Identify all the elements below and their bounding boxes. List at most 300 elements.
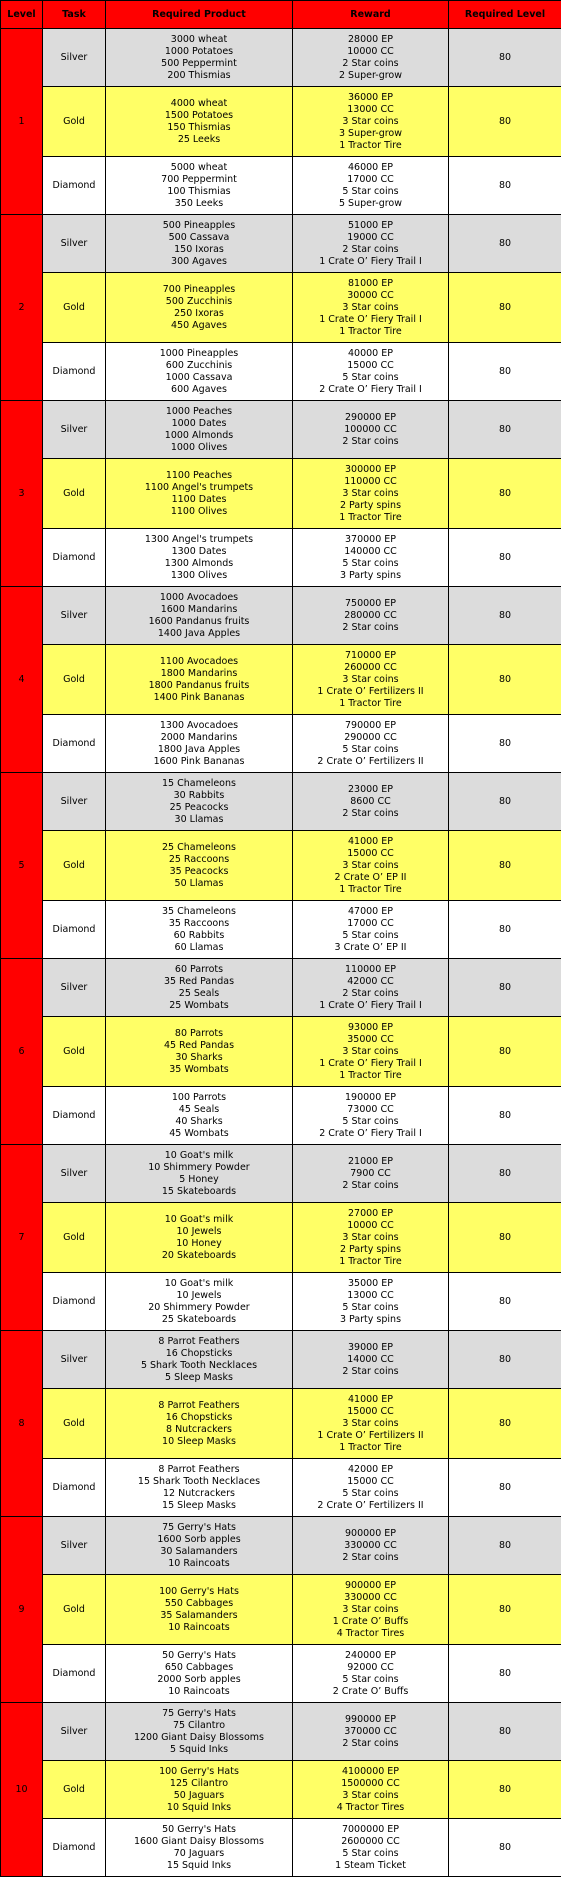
required-level-cell: 80: [449, 831, 561, 901]
reward-line: 2 Party spins: [339, 1243, 402, 1255]
reward-line: 2 Crate O’ Fertilizers II: [317, 755, 424, 767]
product-line: 1300 Almonds: [164, 557, 234, 569]
product-line: 35 Wombats: [169, 1063, 229, 1075]
table-row: [1, 1331, 561, 1389]
product-line: 1800 Mandarins: [160, 667, 238, 679]
reward-line: 4 Tractor Tires: [336, 1627, 405, 1639]
reward-line: 1 Crate O’ Fiery Trail I: [319, 999, 422, 1011]
reward-line: 3 Star coins: [342, 1417, 399, 1429]
product-line: 1400 Java Apples: [157, 627, 241, 639]
product-line: 1300 Angel's trumpets: [144, 533, 254, 545]
reward-cell: [293, 29, 449, 87]
task-cell: Gold: [43, 87, 106, 157]
reward-line: 15000 CC: [347, 1405, 394, 1417]
product-line: 10 Shimmery Powder: [148, 1161, 250, 1173]
product-line: 500 Zucchinis: [165, 295, 233, 307]
reward-line: 790000 EP: [344, 719, 397, 731]
product-line: 500 Cassava: [168, 231, 230, 243]
reward-line: 110000 CC: [344, 475, 397, 487]
reward-line: 5 Star coins: [342, 1847, 399, 1859]
product-line: 100 Thismias: [167, 185, 231, 197]
reward-line: 710000 EP: [344, 649, 397, 661]
reward-line: 2 Star coins: [342, 621, 399, 633]
reward-line: 1 Tractor Tire: [339, 139, 402, 151]
reward-line: 5 Super-grow: [338, 197, 403, 209]
required-product-cell: [106, 1703, 293, 1761]
reward-line: 3 Party spins: [339, 1313, 402, 1325]
required-level-cell: 80: [449, 773, 561, 831]
reward-line: 1 Tractor Tire: [339, 511, 402, 523]
reward-line: 17000 CC: [347, 917, 394, 929]
reward-line: 330000 CC: [344, 1539, 397, 1551]
product-line: 1000 Pineapples: [159, 347, 239, 359]
task-cell: Silver: [43, 1331, 106, 1389]
reward-line: 13000 CC: [347, 1289, 394, 1301]
required-product-cell: [106, 831, 293, 901]
required-level-cell: 80: [449, 157, 561, 215]
product-line: 100 Parrots: [171, 1091, 227, 1103]
table-row: [1, 29, 561, 87]
table-row: [1, 401, 561, 459]
reward-line: 5 Star coins: [342, 185, 399, 197]
reward-line: 1 Crate O’ Fiery Trail I: [319, 1057, 422, 1069]
table-row: [1, 1517, 561, 1575]
product-line: 60 Rabbits: [173, 929, 225, 941]
reward-line: 370000 EP: [344, 533, 397, 545]
reward-line: 1 Crate O’ Fiery Trail I: [319, 255, 422, 267]
reward-cell: [293, 645, 449, 715]
task-cell: Diamond: [43, 715, 106, 773]
reward-cell: [293, 1087, 449, 1145]
required-product-cell: [106, 401, 293, 459]
required-level-cell: 80: [449, 1459, 561, 1517]
reward-line: 1 Tractor Tire: [339, 325, 402, 337]
required-level-cell: 80: [449, 1087, 561, 1145]
reward-cell: [293, 1459, 449, 1517]
reward-line: 1 Crate O’ Buffs: [332, 1615, 409, 1627]
product-line: 600 Zucchinis: [165, 359, 233, 371]
product-line: 450 Agaves: [171, 319, 227, 331]
required-product-cell: [106, 1389, 293, 1459]
product-line: 5 Shark Tooth Necklaces: [140, 1359, 258, 1371]
reward-line: 17000 CC: [347, 173, 394, 185]
reward-cell: [293, 1145, 449, 1203]
product-line: 1200 Giant Daisy Blossoms: [133, 1731, 265, 1743]
reward-line: 3 Star coins: [342, 1045, 399, 1057]
reward-line: 3 Star coins: [342, 1231, 399, 1243]
table-row: [1, 1645, 561, 1703]
product-line: 100 Gerry's Hats: [159, 1765, 239, 1777]
required-product-cell: [106, 1203, 293, 1273]
required-level-cell: 80: [449, 1761, 561, 1819]
task-cell: Silver: [43, 29, 106, 87]
task-cell: Gold: [43, 645, 106, 715]
required-level-cell: 80: [449, 1145, 561, 1203]
required-level-cell: 80: [449, 459, 561, 529]
product-line: 16 Chopsticks: [165, 1347, 233, 1359]
product-line: 15 Sleep Masks: [162, 1499, 236, 1511]
product-line: 1100 Dates: [171, 493, 227, 505]
reward-line: 330000 CC: [344, 1591, 397, 1603]
product-line: 1000 Olives: [170, 441, 228, 453]
required-product-cell: [106, 1517, 293, 1575]
task-cell: Diamond: [43, 529, 106, 587]
reward-line: 7000000 EP: [341, 1823, 400, 1835]
product-line: 500 Peppermint: [161, 57, 237, 69]
product-line: 10 Jewels: [176, 1225, 222, 1237]
task-cell: Gold: [43, 1017, 106, 1087]
product-line: 700 Peppermint: [161, 173, 237, 185]
required-level-cell: 80: [449, 1331, 561, 1389]
reward-line: 1 Tractor Tire: [339, 697, 402, 709]
required-product-cell: [106, 1273, 293, 1331]
level-cell: 3: [1, 401, 43, 587]
product-line: 5 Sleep Masks: [165, 1371, 233, 1383]
table-row: [1, 1017, 561, 1087]
product-line: 5 Honey: [179, 1173, 219, 1185]
reward-line: 15000 CC: [347, 847, 394, 859]
reward-line: 260000 CC: [344, 661, 397, 673]
task-cell: Diamond: [43, 1645, 106, 1703]
table-row: [1, 1087, 561, 1145]
required-level-cell: 80: [449, 1203, 561, 1273]
reward-line: 8600 CC: [350, 795, 391, 807]
reward-cell: [293, 459, 449, 529]
reward-line: 3 Party spins: [339, 569, 402, 581]
required-product-cell: [106, 1331, 293, 1389]
reward-line: 290000 EP: [344, 411, 397, 423]
reward-line: 3 Super-grow: [338, 127, 403, 139]
product-line: 75 Gerry's Hats: [162, 1707, 236, 1719]
reward-line: 2 Star coins: [342, 1365, 399, 1377]
required-level-cell: 80: [449, 901, 561, 959]
task-cell: Silver: [43, 773, 106, 831]
required-level-cell: 80: [449, 273, 561, 343]
table-row: [1, 773, 561, 831]
reward-line: 1 Tractor Tire: [339, 1441, 402, 1453]
product-line: 300 Agaves: [171, 255, 227, 267]
product-line: 35 Red Pandas: [163, 975, 235, 987]
reward-cell: [293, 529, 449, 587]
product-line: 1100 Olives: [170, 505, 228, 517]
table-row: [1, 831, 561, 901]
reward-line: 240000 EP: [344, 1649, 397, 1661]
reward-line: 41000 EP: [348, 1393, 393, 1405]
reward-cell: [293, 157, 449, 215]
product-line: 80 Parrots: [174, 1027, 224, 1039]
reward-line: 2 Crate O’ Fertilizers II: [317, 1499, 424, 1511]
required-product-cell: [106, 645, 293, 715]
product-line: 50 Llamas: [174, 877, 224, 889]
product-line: 35 Salamanders: [160, 1609, 238, 1621]
product-line: 50 Gerry's Hats: [162, 1823, 236, 1835]
required-level-cell: 80: [449, 1273, 561, 1331]
reward-cell: [293, 1203, 449, 1273]
required-product-cell: [106, 1459, 293, 1517]
reward-line: 27000 EP: [348, 1207, 393, 1219]
table-row: [1, 343, 561, 401]
product-line: 45 Red Pandas: [163, 1039, 235, 1051]
table-row: [1, 959, 561, 1017]
required-product-cell: [106, 959, 293, 1017]
product-line: 550 Cabbages: [164, 1597, 234, 1609]
product-line: 10 Raincoats: [168, 1557, 230, 1569]
reward-line: 1 Steam Ticket: [335, 1859, 406, 1871]
product-line: 20 Shimmery Powder: [148, 1301, 250, 1313]
required-product-cell: [106, 901, 293, 959]
reward-cell: [293, 343, 449, 401]
reward-line: 2 Star coins: [342, 987, 399, 999]
reward-line: 5 Star coins: [342, 371, 399, 383]
product-line: 70 Jaguars: [173, 1847, 225, 1859]
reward-line: 1 Crate O’ Fertilizers II: [317, 685, 424, 697]
product-line: 10 Squid Inks: [166, 1801, 232, 1813]
required-product-cell: [106, 87, 293, 157]
product-line: 45 Wombats: [169, 1127, 229, 1139]
level-cell: 6: [1, 959, 43, 1145]
reward-line: 92000 CC: [347, 1661, 394, 1673]
product-line: 8 Parrot Feathers: [158, 1463, 240, 1475]
product-line: 4000 wheat: [170, 97, 228, 109]
product-line: 25 Wombats: [169, 999, 229, 1011]
reward-line: 2 Star coins: [342, 57, 399, 69]
reward-line: 10000 CC: [347, 1219, 394, 1231]
required-product-cell: [106, 529, 293, 587]
required-level-cell: 80: [449, 1517, 561, 1575]
reward-line: 3 Star coins: [342, 673, 399, 685]
product-line: 25 Raccoons: [168, 853, 230, 865]
required-product-cell: [106, 459, 293, 529]
required-level-cell: 80: [449, 1645, 561, 1703]
task-cell: Diamond: [43, 1459, 106, 1517]
table-row: [1, 587, 561, 645]
required-level-cell: 80: [449, 401, 561, 459]
reward-cell: [293, 1331, 449, 1389]
product-line: 40 Sharks: [175, 1115, 223, 1127]
reward-line: 2 Crate O’ Fiery Trail I: [319, 383, 422, 395]
product-line: 60 Llamas: [174, 941, 224, 953]
task-cell: Diamond: [43, 1087, 106, 1145]
reward-cell: [293, 273, 449, 343]
reward-line: 2 Star coins: [342, 1551, 399, 1563]
table-row: [1, 459, 561, 529]
reward-cell: [293, 1575, 449, 1645]
reward-line: 190000 EP: [344, 1091, 397, 1103]
table-row: [1, 1459, 561, 1517]
product-line: 1000 Dates: [171, 417, 227, 429]
product-line: 25 Seals: [178, 987, 220, 999]
reward-line: 13000 CC: [347, 103, 394, 115]
task-cell: Silver: [43, 401, 106, 459]
reward-line: 1500000 CC: [341, 1777, 400, 1789]
task-cell: Gold: [43, 1575, 106, 1645]
product-line: 650 Cabbages: [164, 1661, 234, 1673]
product-line: 1100 Peaches: [165, 469, 233, 481]
reward-line: 2 Star coins: [342, 243, 399, 255]
table-row: [1, 215, 561, 273]
required-product-cell: [106, 157, 293, 215]
header-required-product: Required Product: [106, 1, 293, 29]
table-row: [1, 1761, 561, 1819]
product-line: 350 Leeks: [174, 197, 224, 209]
task-cell: Silver: [43, 1703, 106, 1761]
reward-line: 2600000 CC: [341, 1835, 400, 1847]
required-level-cell: 80: [449, 29, 561, 87]
product-line: 10 Goat's milk: [164, 1277, 234, 1289]
product-line: 1600 Sorb apples: [157, 1533, 241, 1545]
required-product-cell: [106, 1645, 293, 1703]
product-line: 1600 Mandarins: [160, 603, 238, 615]
reward-cell: [293, 87, 449, 157]
required-product-cell: [106, 715, 293, 773]
required-level-cell: 80: [449, 1575, 561, 1645]
required-level-cell: 80: [449, 343, 561, 401]
reward-line: 5 Star coins: [342, 1301, 399, 1313]
reward-line: 2 Crate O’ EP II: [334, 871, 407, 883]
task-cell: Gold: [43, 459, 106, 529]
level-cell: 1: [1, 29, 43, 215]
task-cell: Gold: [43, 1203, 106, 1273]
table-row: [1, 1389, 561, 1459]
level-cell: 10: [1, 1703, 43, 1877]
required-product-cell: [106, 29, 293, 87]
required-product-cell: [106, 343, 293, 401]
product-line: 1000 Potatoes: [164, 45, 234, 57]
task-cell: Gold: [43, 831, 106, 901]
product-line: 15 Skateboards: [161, 1185, 237, 1197]
product-line: 1600 Giant Daisy Blossoms: [133, 1835, 265, 1847]
reward-line: 2 Super-grow: [338, 69, 403, 81]
required-level-cell: 80: [449, 1703, 561, 1761]
reward-line: 3 Star coins: [342, 1603, 399, 1615]
product-line: 1600 Pandanus fruits: [148, 615, 250, 627]
table-row: [1, 645, 561, 715]
reward-line: 2 Star coins: [342, 435, 399, 447]
product-line: 20 Skateboards: [161, 1249, 237, 1261]
product-line: 10 Raincoats: [168, 1621, 230, 1633]
reward-cell: [293, 901, 449, 959]
reward-line: 2 Star coins: [342, 1737, 399, 1749]
product-line: 1000 Cassava: [165, 371, 233, 383]
product-line: 35 Peacocks: [169, 865, 229, 877]
task-cell: Diamond: [43, 1273, 106, 1331]
product-line: 1300 Avocadoes: [159, 719, 239, 731]
product-line: 12 Nutcrackers: [163, 1487, 235, 1499]
product-line: 5000 wheat: [170, 161, 228, 173]
product-line: 1000 Peaches: [165, 405, 233, 417]
product-line: 25 Skateboards: [161, 1313, 237, 1325]
reward-line: 140000 CC: [344, 545, 397, 557]
reward-line: 47000 EP: [348, 905, 393, 917]
reward-cell: [293, 1819, 449, 1877]
product-line: 15 Chameleons: [162, 777, 236, 789]
required-level-cell: 80: [449, 1389, 561, 1459]
product-line: 50 Jaguars: [173, 1789, 225, 1801]
reward-line: 14000 CC: [347, 1353, 394, 1365]
reward-line: 23000 EP: [348, 783, 393, 795]
reward-line: 35000 CC: [347, 1033, 394, 1045]
task-cell: Gold: [43, 1761, 106, 1819]
level-cell: 9: [1, 1517, 43, 1703]
header-required-level: Required Level: [449, 1, 561, 29]
reward-cell: [293, 1761, 449, 1819]
product-line: 10 Honey: [176, 1237, 222, 1249]
reward-cell: [293, 959, 449, 1017]
product-line: 125 Cilantro: [169, 1777, 229, 1789]
reward-line: 40000 EP: [348, 347, 393, 359]
product-line: 150 Thismias: [167, 121, 231, 133]
reward-line: 990000 EP: [344, 1713, 397, 1725]
reward-line: 1 Crate O’ Fiery Trail I: [319, 313, 422, 325]
reward-line: 1 Crate O’ Fertilizers II: [317, 1429, 424, 1441]
reward-line: 100000 CC: [344, 423, 397, 435]
reward-cell: [293, 715, 449, 773]
reward-line: 5 Star coins: [342, 557, 399, 569]
product-line: 3000 wheat: [170, 33, 228, 45]
level-cell: 4: [1, 587, 43, 773]
product-line: 150 Ixoras: [174, 243, 224, 255]
reward-line: 1 Tractor Tire: [339, 1069, 402, 1081]
required-product-cell: [106, 1017, 293, 1087]
task-cell: Diamond: [43, 901, 106, 959]
reward-line: 21000 EP: [348, 1155, 393, 1167]
product-line: 8 Parrot Feathers: [158, 1335, 240, 1347]
header-task: Task: [43, 1, 106, 29]
table-row: [1, 901, 561, 959]
reward-line: 3 Star coins: [342, 301, 399, 313]
product-line: 10 Raincoats: [168, 1685, 230, 1697]
reward-cell: [293, 831, 449, 901]
required-level-cell: 80: [449, 959, 561, 1017]
product-line: 500 Pineapples: [162, 219, 236, 231]
product-line: 8 Nutcrackers: [166, 1423, 232, 1435]
reward-cell: [293, 1517, 449, 1575]
reward-line: 15000 CC: [347, 1475, 394, 1487]
task-cell: Diamond: [43, 1819, 106, 1877]
reward-line: 4100000 EP: [341, 1765, 400, 1777]
product-line: 600 Agaves: [171, 383, 227, 395]
table-row: [1, 1703, 561, 1761]
product-line: 1300 Dates: [171, 545, 227, 557]
product-line: 60 Parrots: [174, 963, 224, 975]
required-product-cell: [106, 587, 293, 645]
reward-line: 42000 CC: [347, 975, 394, 987]
reward-line: 110000 EP: [344, 963, 397, 975]
required-product-cell: [106, 1087, 293, 1145]
reward-line: 35000 EP: [348, 1277, 393, 1289]
reward-line: 51000 EP: [348, 219, 393, 231]
reward-line: 7900 CC: [350, 1167, 391, 1179]
reward-line: 46000 EP: [348, 161, 393, 173]
required-product-cell: [106, 1145, 293, 1203]
table-row: [1, 273, 561, 343]
required-level-cell: 80: [449, 715, 561, 773]
reward-line: 5 Star coins: [342, 929, 399, 941]
product-line: 75 Gerry's Hats: [162, 1521, 236, 1533]
required-level-cell: 80: [449, 587, 561, 645]
required-level-cell: 80: [449, 529, 561, 587]
reward-line: 2 Star coins: [342, 807, 399, 819]
product-line: 10 Goat's milk: [164, 1149, 234, 1161]
product-line: 10 Goat's milk: [164, 1213, 234, 1225]
reward-line: 3 Star coins: [342, 115, 399, 127]
required-level-cell: 80: [449, 1819, 561, 1877]
header-row: [1, 1, 561, 29]
product-line: 30 Llamas: [174, 813, 224, 825]
product-line: 100 Gerry's Hats: [159, 1585, 239, 1597]
product-line: 30 Salamanders: [160, 1545, 238, 1557]
required-level-cell: 80: [449, 645, 561, 715]
